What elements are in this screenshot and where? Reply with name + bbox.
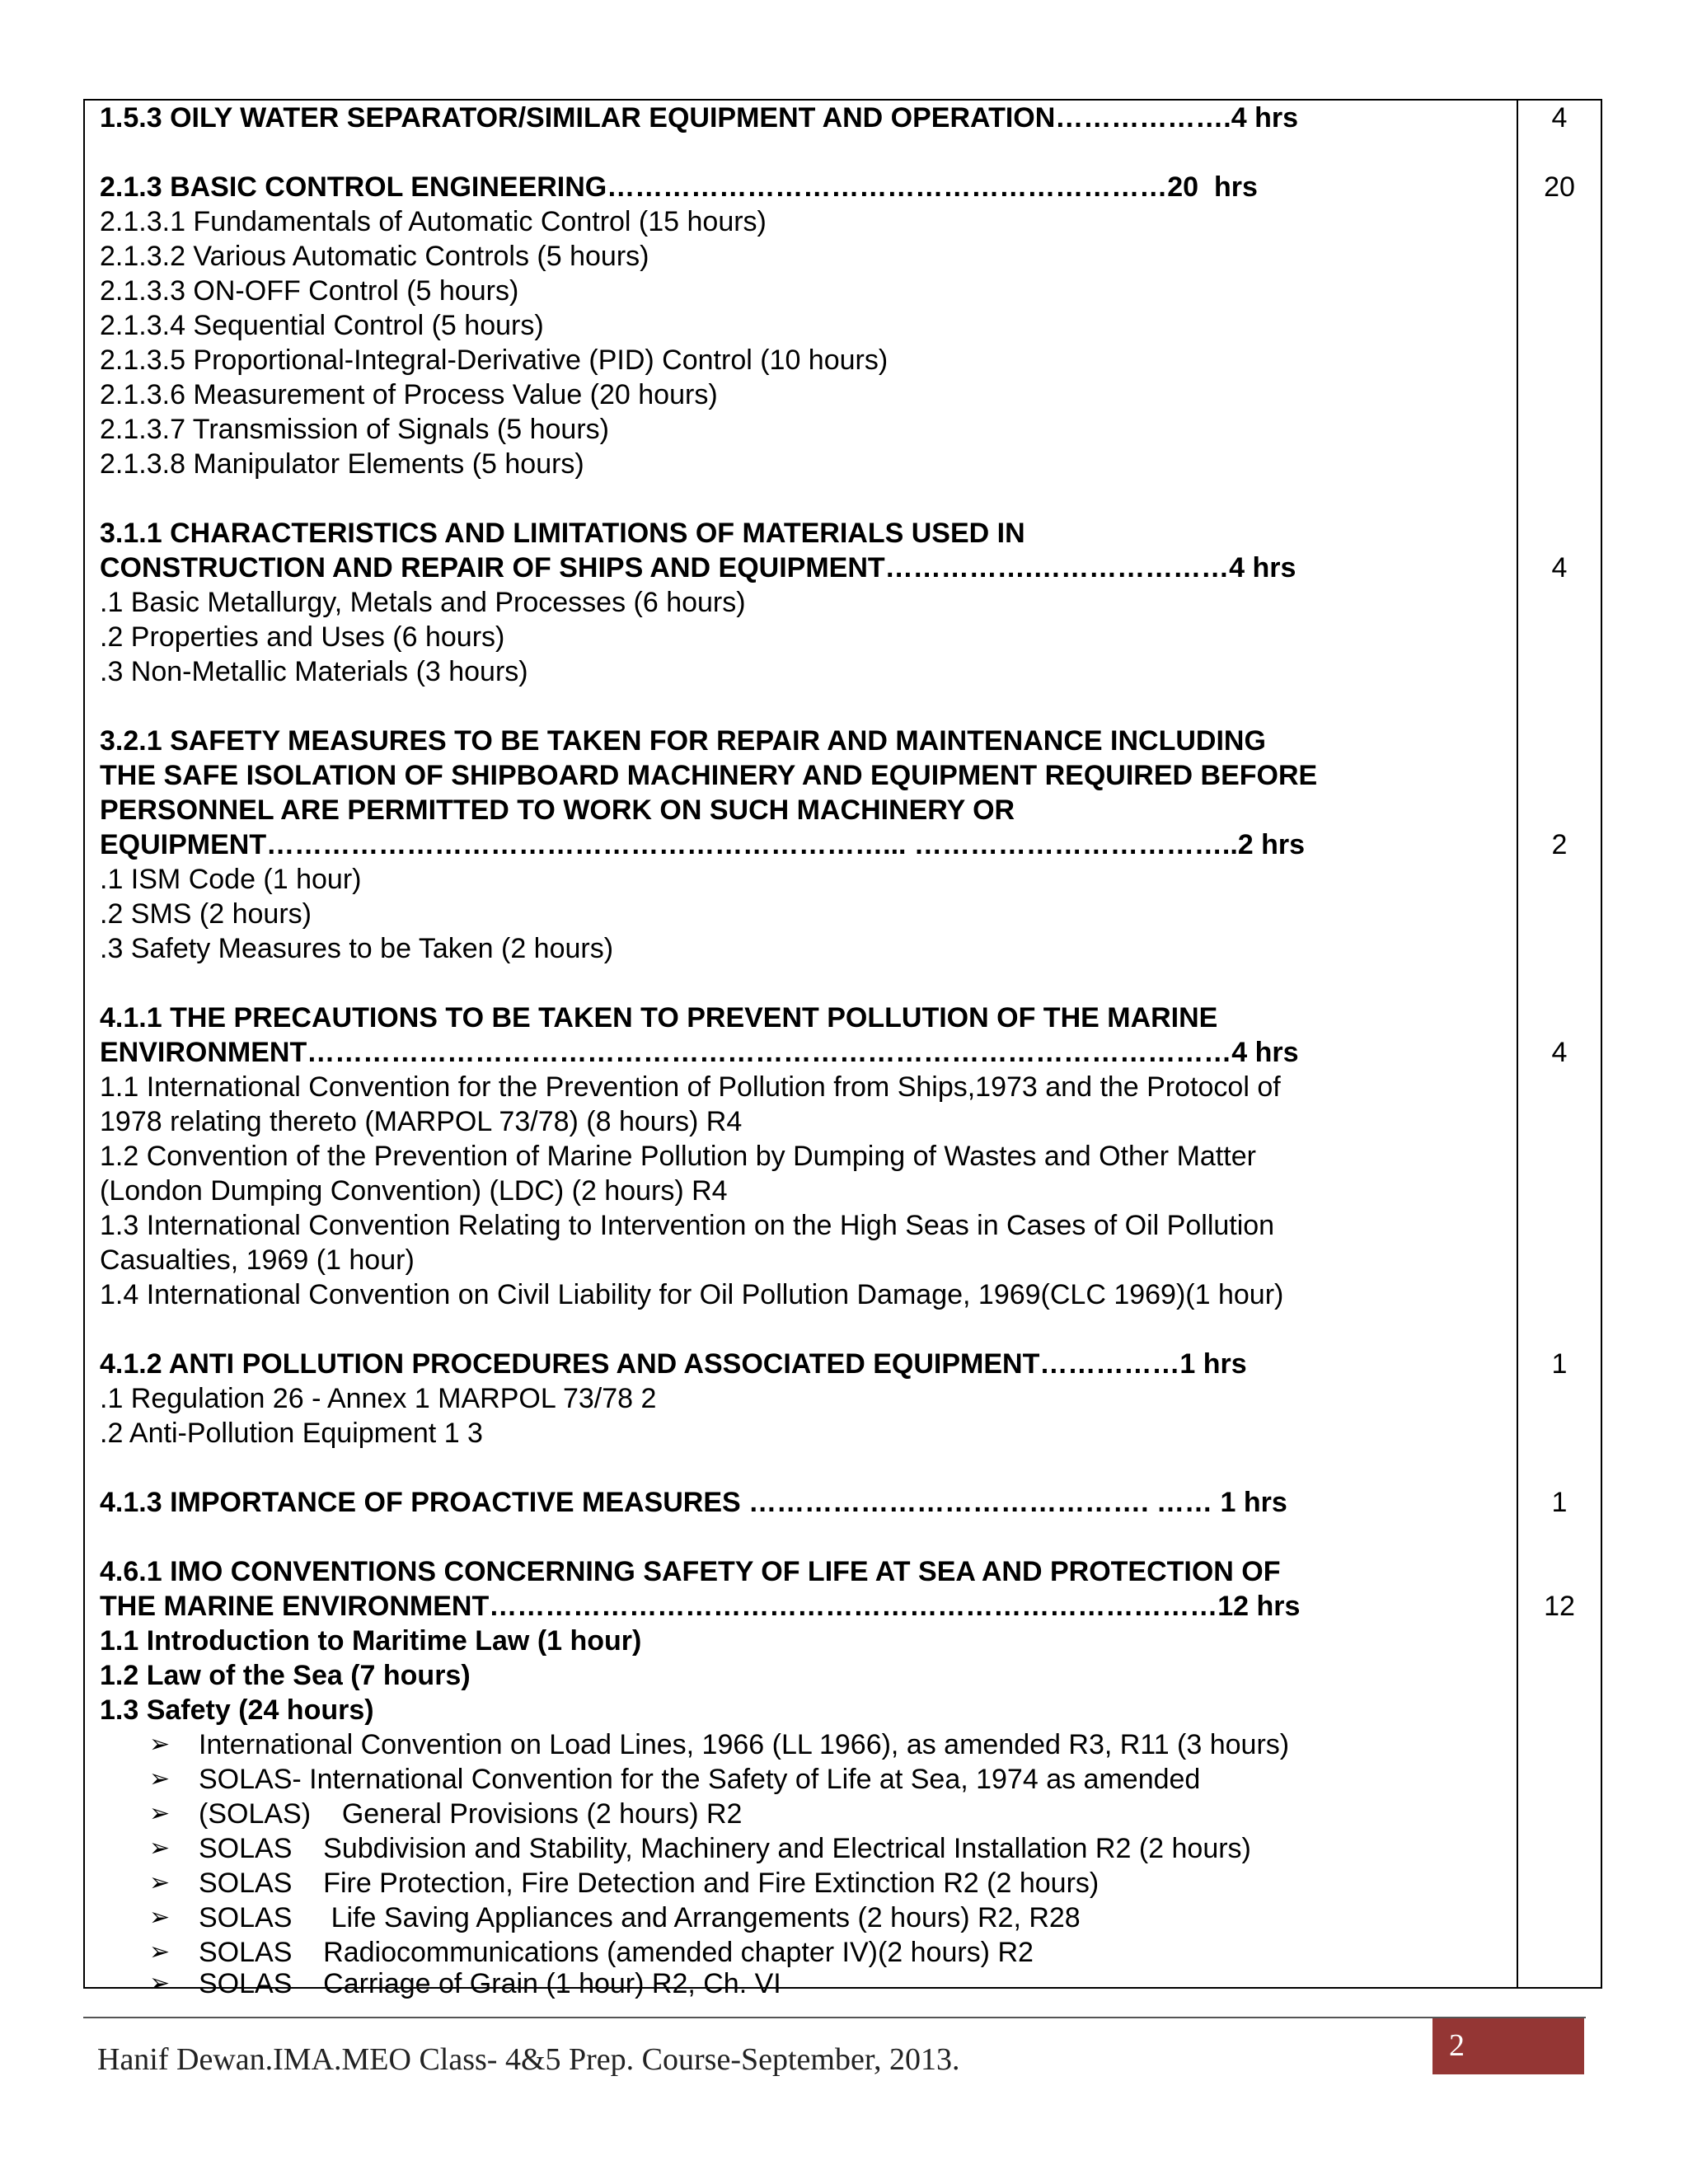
list-item: .1 Regulation 26 - Annex 1 MARPOL 73/78 2 <box>100 1383 657 1414</box>
arrow-bullet-icon: ➢ <box>149 1938 171 1966</box>
section-heading: CONSTRUCTION AND REPAIR OF SHIPS AND EQUIPMENT…………….…………………4 hrs <box>100 552 1296 583</box>
arrow-bullet-icon: ➢ <box>149 1765 171 1793</box>
section-heading: 4.6.1 IMO CONVENTIONS CONCERNING SAFETY OF LIFE AT SEA AND PROTECTION OF <box>100 1556 1281 1587</box>
list-item: 2.1.3.3 ON-OFF Control (5 hours) <box>100 275 519 307</box>
footer-text: Hanif Dewan.IMA.MEO Class- 4&5 Prep. Course-September, 2013. <box>97 2042 960 2077</box>
hours-value: 4 <box>1551 552 1568 583</box>
hours-value: 1 <box>1551 1487 1568 1518</box>
list-item: 1.4 International Convention on Civil Liability for Oil Pollution Damage, 1969(CLC 1969)(1 hour) <box>100 1279 1284 1310</box>
list-item: 2.1.3.8 Manipulator Elements (5 hours) <box>100 448 584 480</box>
section-heading: 4.1.2 ANTI POLLUTION PROCEDURES AND ASSOCIATED EQUIPMENT……………1 hrs <box>100 1348 1247 1380</box>
page-number-box <box>1432 2018 1584 2074</box>
section-heading: EQUIPMENT…………………………………………………………... ……………………………..2 hrs <box>100 829 1306 860</box>
list-item: 2.1.3.2 Various Automatic Controls (5 hours) <box>100 241 649 272</box>
section-heading: 4.1.3 IMPORTANCE OF PROACTIVE MEASURES ……………………………………. …… 1 hrs <box>100 1487 1287 1518</box>
arrow-bullet-icon: ➢ <box>149 1835 171 1862</box>
list-item: 1.3 International Convention Relating to Intervention on the High Seas in Cases of Oil Pollution <box>100 1210 1275 1241</box>
list-item: .2 Anti-Pollution Equipment 1 3 <box>100 1418 483 1449</box>
bullet-item <box>100 1797 1509 1831</box>
section-heading: PERSONNEL ARE PERMITTED TO WORK ON SUCH MACHINERY OR <box>100 794 1015 826</box>
bullet-text: SOLAS Radiocommunications (amended chapter IV)(2 hours) R2 <box>199 1937 1034 1968</box>
list-item: .2 Properties and Uses (6 hours) <box>100 621 505 653</box>
hours-value: 20 <box>1544 171 1575 203</box>
arrow-bullet-icon: ➢ <box>149 1904 171 1931</box>
bullet-text: International Convention on Load Lines, 1966 (LL 1966), as amended R3, R11 (3 hours) <box>199 1729 1290 1760</box>
arrow-bullet-icon: ➢ <box>149 1800 171 1827</box>
bullet-item <box>100 1831 1509 1866</box>
hours-value: 12 <box>1544 1591 1575 1622</box>
subheading: 1.1 Introduction to Maritime Law (1 hour) <box>100 1625 642 1657</box>
bullet-text: SOLAS Fire Protection, Fire Detection and Fire Extinction R2 (2 hours) <box>199 1868 1100 1899</box>
section-heading: 3.1.1 CHARACTERISTICS AND LIMITATIONS OF MATERIALS USED IN <box>100 518 1025 549</box>
list-item: 2.1.3.7 Transmission of Signals (5 hours) <box>100 414 609 445</box>
subheading: 1.2 Law of the Sea (7 hours) <box>100 1660 471 1691</box>
list-item: .3 Non-Metallic Materials (3 hours) <box>100 656 528 687</box>
bullet-item <box>100 1727 1509 1762</box>
arrow-bullet-icon: ➢ <box>149 1731 171 1758</box>
list-item: .3 Safety Measures to be Taken (2 hours) <box>100 933 614 964</box>
list-item: 1.1 International Convention for the Prevention of Pollution from Ships,1973 and the Protocol of <box>100 1071 1281 1103</box>
section-heading: 2.1.3 BASIC CONTROL ENGINEERING……………………………………………………20 hrs <box>100 171 1258 203</box>
list-item: Casualties, 1969 (1 hour) <box>100 1244 415 1276</box>
list-item: 1.2 Convention of the Prevention of Marine Pollution by Dumping of Wastes and Other Matter <box>100 1141 1256 1172</box>
list-item: 2.1.3.4 Sequential Control (5 hours) <box>100 310 544 341</box>
bullet-text: SOLAS- International Convention for the Safety of Life at Sea, 1974 as amended <box>199 1764 1201 1795</box>
section-heading: 1.5.3 OILY WATER SEPARATOR/SIMILAR EQUIPMENT AND OPERATION……………….4 hrs <box>100 102 1298 134</box>
section-heading: 4.1.1 THE PRECAUTIONS TO BE TAKEN TO PREVENT POLLUTION OF THE MARINE <box>100 1002 1218 1033</box>
bullet-text: (SOLAS) General Provisions (2 hours) R2 <box>199 1798 743 1830</box>
section-heading: THE MARINE ENVIRONMENT……………………………………………………………………12 hrs <box>100 1591 1301 1622</box>
footer-divider <box>83 2017 1586 2018</box>
bullet-text: SOLAS Carriage of Grain (1 hour) R2, Ch. VI <box>199 1968 781 1999</box>
syllabus-table <box>83 99 1602 1999</box>
section-heading: ENVIRONMENT………………………………………………………………………………………4 hrs <box>100 1037 1299 1068</box>
list-item: (London Dumping Convention) (LDC) (2 hours) R4 <box>100 1175 728 1207</box>
arrow-bullet-icon: ➢ <box>149 1869 171 1896</box>
bullet-item <box>100 1968 1509 1999</box>
list-item: 1978 relating thereto (MARPOL 73/78) (8 hours) R4 <box>100 1106 743 1137</box>
hours-value: 4 <box>1551 1037 1568 1068</box>
bullet-item <box>100 1866 1509 1900</box>
arrow-bullet-icon: ➢ <box>149 1970 171 1997</box>
hours-value: 1 <box>1551 1348 1568 1380</box>
list-item: 2.1.3.5 Proportional-Integral-Derivative (PID) Control (10 hours) <box>100 344 889 376</box>
hours-value: 2 <box>1551 829 1568 860</box>
section-heading: 3.2.1 SAFETY MEASURES TO BE TAKEN FOR REPAIR AND MAINTENANCE INCLUDING <box>100 725 1266 757</box>
bullet-item <box>100 1935 1509 1970</box>
list-item: 2.1.3.6 Measurement of Process Value (20 hours) <box>100 379 718 410</box>
page-number: 2 <box>1449 2028 1465 2063</box>
hours-value: 4 <box>1551 102 1568 134</box>
bullet-item <box>100 1900 1509 1935</box>
bullet-text: SOLAS Life Saving Appliances and Arrangements (2 hours) R2, R28 <box>199 1902 1081 1933</box>
list-item: .1 ISM Code (1 hour) <box>100 864 362 895</box>
list-item: .1 Basic Metallurgy, Metals and Processes (6 hours) <box>100 587 746 618</box>
bullet-text: SOLAS Subdivision and Stability, Machinery and Electrical Installation R2 (2 hours) <box>199 1833 1251 1864</box>
list-item: .2 SMS (2 hours) <box>100 898 312 930</box>
bullet-item <box>100 1762 1509 1797</box>
section-heading: THE SAFE ISOLATION OF SHIPBOARD MACHINERY AND EQUIPMENT REQUIRED BEFORE <box>100 760 1318 791</box>
subheading: 1.3 Safety (24 hours) <box>100 1694 374 1726</box>
list-item: 2.1.3.1 Fundamentals of Automatic Control (15 hours) <box>100 206 767 237</box>
